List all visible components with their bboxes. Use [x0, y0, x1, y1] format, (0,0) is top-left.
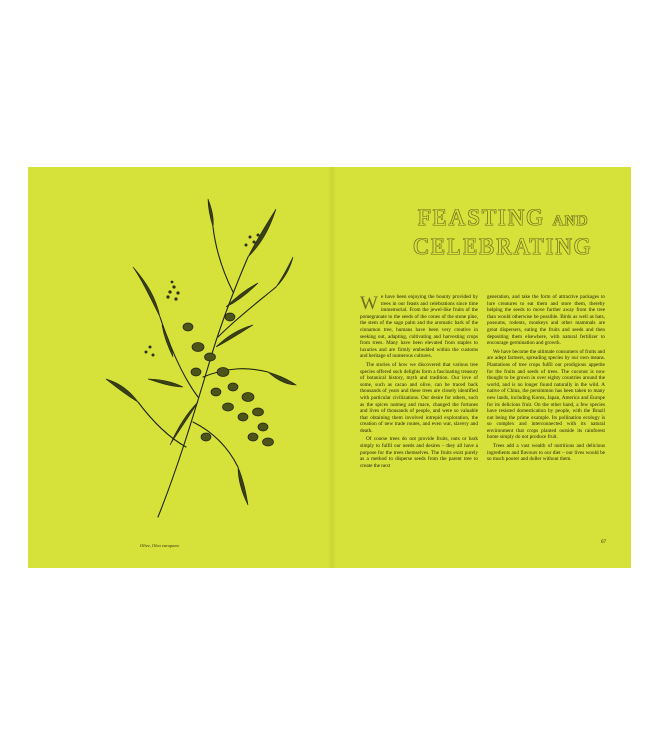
text-column-2 [487, 294, 605, 465]
heading-line-2: CELEBRATING [413, 234, 593, 259]
paragraph: Trees add a vast wealth of nutritious and delicious ingredients and flavours to our diet – our lives would be so much poorer and duller without them. [487, 443, 605, 463]
heading-word-and: AND [552, 213, 589, 229]
book-spread [28, 167, 631, 568]
text-column-1 [360, 294, 478, 471]
page-number: 67 [601, 540, 606, 545]
drop-cap: W [360, 293, 378, 314]
illustration-caption: Olive, Olea europaea [140, 543, 179, 548]
olive-branch-illustration [98, 197, 298, 527]
book-gutter [328, 167, 336, 568]
paragraph: The stories of how we discovered that various tree species offered such delights form a fascinating treasury of botanical history, myth and tradition. Our love of some, such as cacao and olive, can be traced back thousands of years and these trees are closely identified with particular civilizations. Our desire for others, such as the spices nutmeg and mace, changed the fortunes and lives of thousands of people, and were so valuable that obtaining them involved intrepid exploration, the creation of new trade routes, and even war, slavery and death. [360, 361, 478, 434]
paragraph-text: e have been enjoying the bounty provided by trees in our feasts and celebrations since time immemorial. From the jewel-like fruits of the pomegranate to the seeds of the cones of the stone pine, the stem of the sago palm and the aromatic bark of the cinnamon tree, humans have been very creative in seeking out, adapting, cultivating and harvesting crops from trees. Many have been elevated from staples to luxuries and are firmly embedded within the customs and heritage of numerous cultures. [360, 294, 478, 360]
paragraph [360, 294, 478, 360]
heading-word-feasting: FEASTING [417, 205, 545, 230]
paragraph: Of course trees do not provide fruits, nuts or bark simply to fulfil our needs and desires – they all have a purpose for the trees themselves. The fruits exist purely as a method to disperse seeds from the parent tree to create the next [360, 436, 478, 469]
paragraph: generation, and take the form of attractive packages to lure creatures to eat them and store them, thereby helping the seeds to move further away from the tree than would otherwise be possible. Birds as well as bats, possums, rodents, monkeys and other mammals are great dispersers, eating the fruits and seeds and then depositing them elsewhere, with natural fertilizer to encourage germination and growth. [487, 294, 605, 347]
chapter-heading [383, 205, 623, 260]
heading-line-1 [383, 205, 623, 234]
paragraph: We have become the ultimate consumers of fruits and are adept farmers, spreading species by our own means. Plantations of tree crops fulfil our prodigious appetite for the fruits and seeds of trees. The coconut is now thought to be grown in over eighty countries around the world, and is no longer found naturally in the wild. A native of China, the persimmon has been taken to many new lands, including Korea, Japan, America and Europe for its delicious fruit. On the other hand, a few species have resisted domestication by people, with the Brazil nut being the prime example. Its pollination ecology is so complex and interconnected with its natural environment that crops planted outside its rainforest home simply do not produce fruit. [487, 348, 605, 441]
